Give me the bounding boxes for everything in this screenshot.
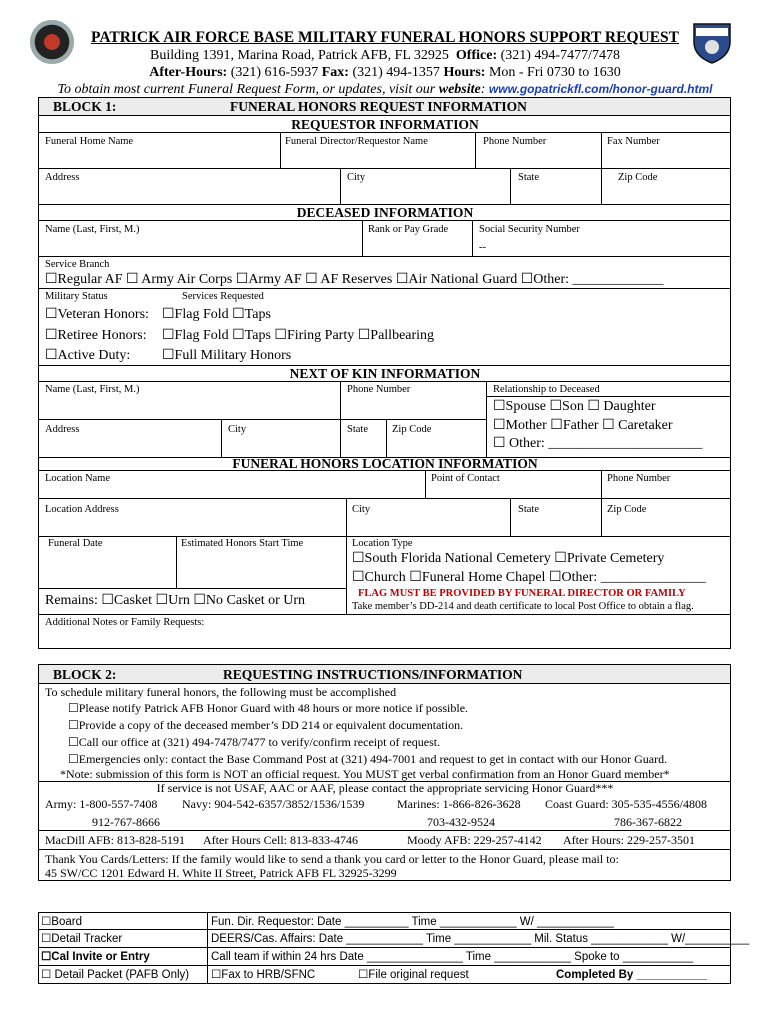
nok-address-field[interactable]: Address [45, 424, 80, 435]
requestor-fax-field[interactable]: Fax Number [607, 136, 660, 147]
instruction-item[interactable]: ☐Provide a copy of the deceased member’s DD 214 or equivalent documentation. [68, 718, 464, 732]
rank-field[interactable]: Rank or Pay Grade [368, 224, 449, 235]
nok-phone-field[interactable]: Phone Number [347, 384, 411, 395]
navy-contact: Navy: 904-542-6357/3852/1536/1539 [182, 797, 365, 811]
director-field[interactable]: Funeral Director/Requestor Name [285, 136, 428, 147]
other-service-note: If service is not USAF, AAC or AAF, please contact the appropriate servicing Honor Guard*** [156, 781, 614, 795]
funeral-home-field[interactable]: Funeral Home Name [45, 136, 134, 147]
call-team-row[interactable]: Call team if within 24 hrs Date _______________ Time ____________ Spoke to ___________ [211, 951, 694, 963]
macdill-after-hours: After Hours Cell: 813-833-4746 [203, 833, 358, 847]
army-contact: Army: 1-800-557-7408 [45, 797, 158, 811]
hours-line: After-Hours: (321) 616-5937 Fax: (321) 494-1357 Hours: Mon - Fri 0730 to 1630 [149, 65, 621, 80]
deers-row[interactable]: DEERS/Cas. Affairs: Date ____________ Time ____________ Mil. Status ____________ W/__________ [211, 933, 750, 945]
active-duty-checkbox[interactable]: ☐Active Duty: [45, 348, 131, 363]
thank-you-note: Thank You Cards/Letters: If the family would like to send a thank you card or letter to the Honor Guard, please mail to: [45, 852, 619, 866]
page-title: PATRICK AIR FORCE BASE MILITARY FUNERAL HONORS SUPPORT REQUEST [91, 29, 679, 46]
active-duty-options[interactable]: ☐Full Military Honors [162, 348, 292, 363]
dd214-notice: Take member’s DD-214 and death certificate to local Post Office to obtain a flag. [352, 601, 694, 612]
location-phone-field[interactable]: Phone Number [607, 473, 671, 484]
requestor-heading: REQUESTOR INFORMATION [291, 117, 479, 132]
nok-city-field[interactable]: City [228, 424, 247, 435]
location-zip-field[interactable]: Zip Code [607, 504, 647, 515]
block2-intro: To schedule military funeral honors, the following must be accomplished [45, 685, 397, 699]
requestor-state-field[interactable]: State [518, 172, 539, 183]
instruction-item[interactable]: ☐Please notify Patrick AFB Honor Guard with 48 hours or more notice if possible. [68, 701, 469, 715]
funeral-date-field[interactable]: Funeral Date [48, 538, 103, 549]
detail-packet-checkbox[interactable]: ☐ Detail Packet (PAFB Only) [41, 969, 190, 981]
location-type-label: Location Type [352, 538, 413, 549]
deceased-name-field[interactable]: Name (Last, First, M.) [45, 224, 140, 235]
location-city-field[interactable]: City [352, 504, 371, 515]
service-branch-label: Service Branch [45, 259, 110, 270]
nok-state-field[interactable]: State [347, 424, 368, 435]
website-line: To obtain most current Funeral Request Form, or updates, visit our website: www.gopatrickfl.com/honor-guard.html [57, 82, 713, 97]
service-branch-checkboxes[interactable]: ☐Regular AF ☐ Army Air Corps ☐Army AF ☐ AF Reserves ☐Air National Guard ☐Other: _____________ [45, 272, 664, 287]
block2-label: BLOCK 2: [53, 667, 117, 682]
instruction-item[interactable]: ☐Call our office at (321) 494-7478/7477 to verify/confirm receipt of request. [68, 735, 441, 749]
location-state-field[interactable]: State [518, 504, 539, 515]
requestor-city-field[interactable]: City [347, 172, 366, 183]
requestor-phone-field[interactable]: Phone Number [483, 136, 547, 147]
deceased-heading: DECEASED INFORMATION [296, 205, 474, 220]
start-time-field[interactable]: Estimated Honors Start Time [181, 538, 304, 549]
requestor-address-field[interactable]: Address [45, 172, 80, 183]
macdill-contact: MacDill AFB: 813-828-5191 [45, 833, 185, 847]
coast-guard-contact-alt: 786-367-6822 [614, 815, 682, 829]
moody-contact: Moody AFB: 229-257-4142 [407, 833, 542, 847]
relationship-line1[interactable]: ☐Spouse ☐Son ☐ Daughter [493, 399, 656, 414]
remains-checkboxes[interactable]: Remains: ☐Casket ☐Urn ☐No Casket or Urn [45, 593, 306, 608]
location-address-field[interactable]: Location Address [45, 504, 119, 515]
relationship-line3[interactable]: ☐ Other: ______________________ [493, 436, 703, 451]
veteran-options[interactable]: ☐Flag Fold ☐Taps [162, 307, 271, 322]
additional-notes-field[interactable]: Additional Notes or Family Requests: [45, 617, 205, 628]
army-contact-alt: 912-767-8666 [92, 815, 160, 829]
relationship-line2[interactable]: ☐Mother ☐Father ☐ Caretaker [493, 418, 673, 433]
cal-invite-checkbox[interactable]: ☐Cal Invite or Entry [41, 951, 150, 963]
completed-by-field[interactable]: Completed By ___________ [556, 969, 707, 981]
coast-guard-contact: Coast Guard: 305-535-4556/4808 [545, 797, 707, 811]
relationship-label: Relationship to Deceased [493, 384, 600, 395]
website-link[interactable]: www.gopatrickfl.com/honor-guard.html [488, 82, 713, 96]
point-of-contact-field[interactable]: Point of Contact [431, 473, 500, 484]
location-name-field[interactable]: Location Name [45, 473, 111, 484]
detail-tracker-checkbox[interactable]: ☐Detail Tracker [41, 933, 123, 945]
services-requested-label: Services Requested [182, 291, 264, 302]
military-status-label: Military Status [45, 291, 108, 302]
nok-heading: NEXT OF KIN INFORMATION [289, 366, 481, 381]
fun-dir-requestor-row[interactable]: Fun. Dir. Requestor: Date __________ Time ____________ W/ ____________ [211, 916, 614, 928]
address-line: Building 1391, Marina Road, Patrick AFB, FL 32925 Office: (321) 494-7477/7478 [149, 48, 620, 63]
block2-heading: REQUESTING INSTRUCTIONS/INFORMATION [223, 667, 523, 682]
marines-contact: Marines: 1-866-826-3628 [397, 797, 521, 811]
nok-zip-field[interactable]: Zip Code [392, 424, 432, 435]
file-original-checkbox[interactable]: ☐File original request [358, 969, 469, 981]
requestor-zip-field[interactable]: Zip Code [618, 172, 658, 183]
location-type-line1[interactable]: ☐South Florida National Cemetery ☐Private Cemetery [352, 551, 665, 566]
block1-heading: FUNERAL HONORS REQUEST INFORMATION [230, 99, 527, 114]
moody-after-hours: After Hours: 229-257-3501 [563, 833, 695, 847]
official-request-note: *Note: submission of this form is NOT an official request. You MUST get verbal confirmation from an Honor Guard member* [60, 767, 670, 781]
retiree-checkbox[interactable]: ☐Retiree Honors: [45, 328, 147, 343]
nok-name-field[interactable]: Name (Last, First, M.) [45, 384, 140, 395]
fax-checkbox[interactable]: ☐Fax to HRB/SFNC [211, 969, 316, 981]
instruction-item[interactable]: ☐Emergencies only: contact the Base Command Post at (321) 494-7001 and request to get in contact with our Honor Guard. [68, 752, 668, 766]
board-checkbox[interactable]: ☐Board [41, 916, 82, 928]
marines-contact-alt: 703-432-9524 [427, 815, 495, 829]
location-type-line2[interactable]: ☐Church ☐Funeral Home Chapel ☐Other: _______________ [352, 570, 706, 585]
ssn-value: -- [479, 242, 486, 253]
location-heading: FUNERAL HONORS LOCATION INFORMATION [232, 456, 538, 471]
retiree-options[interactable]: ☐Flag Fold ☐Taps ☐Firing Party ☐Pallbearing [162, 328, 435, 343]
ssn-field[interactable]: Social Security Number [479, 224, 580, 235]
mailing-address: 45 SW/CC 1201 Edward H. White II Street, Patrick AFB FL 32925-3299 [45, 866, 397, 880]
flag-notice: FLAG MUST BE PROVIDED BY FUNERAL DIRECTOR OR FAMILY [358, 588, 686, 599]
block1-label: BLOCK 1: [53, 99, 117, 114]
veteran-checkbox[interactable]: ☐Veteran Honors: [45, 307, 149, 322]
